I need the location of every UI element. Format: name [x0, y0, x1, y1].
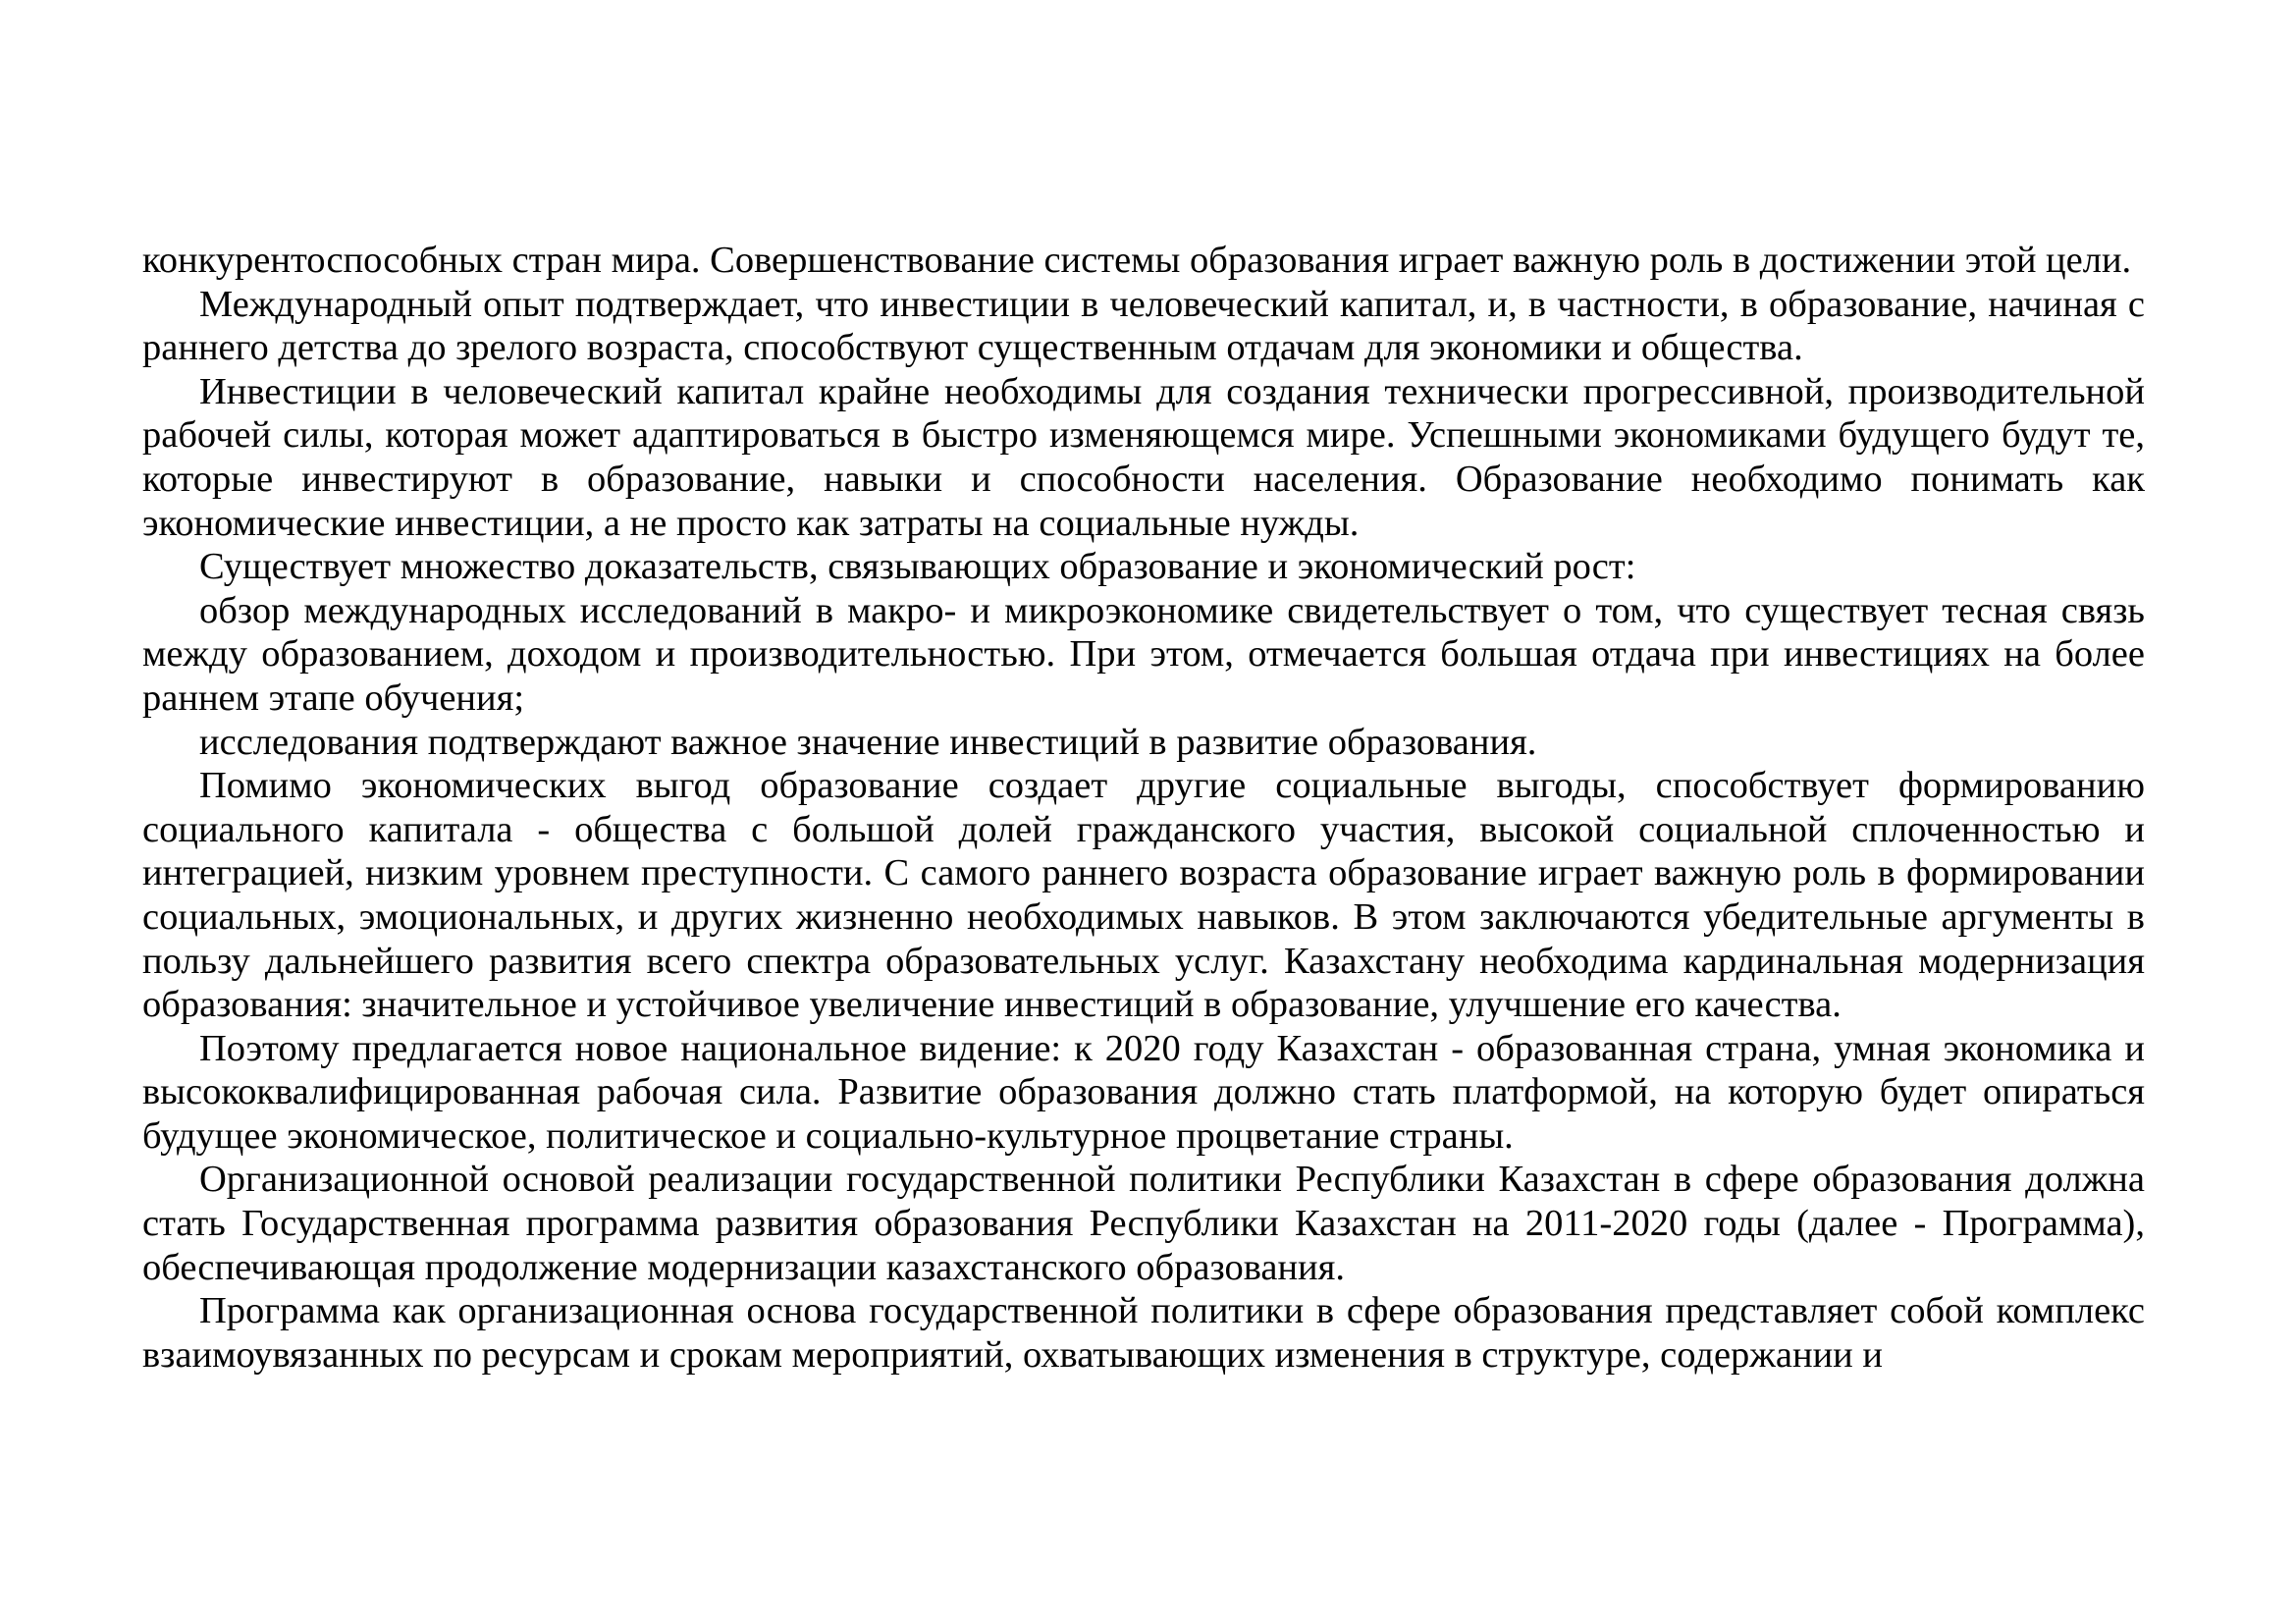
- paragraph: Существует множество доказательств, связывающих образование и экономический рост:: [199, 546, 1636, 588]
- paragraph: Программа как организационная основа государственной политики в сфере образования представляет собой комплекс взаимоувязанных по ресурсам и срокам мероприятий, охватывающих изменения в структуре, содержании и: [142, 1290, 2145, 1376]
- paragraph: Инвестиции в человеческий капитал крайне необходимы для создания технически прогрессивной, производительной рабочей силы, которая может адаптироваться в быстро изменяющемся мире. Успешными экономиками будущего будут те, которые инвестируют в образование, навыки и способности населения. Образование необходимо понимать как экономические инвестиции, а не просто как затраты на социальные нужды.: [142, 370, 2145, 544]
- paragraph: Поэтому предлагается новое национальное видение: к 2020 году Казахстан - образованная страна, умная экономика и высококвалифицированная рабочая сила. Развитие образования должно стать платформой, на которую будет опираться будущее экономическое, политическое и социально-культурное процветание страны.: [142, 1027, 2145, 1157]
- document-text-block: [142, 239, 2145, 1377]
- paragraph: Международный опыт подтверждает, что инвестиции в человеческий капитал, и, в частности, в образование, начиная с раннего детства до зрелого возраста, способствуют существенным отдачам для экономики и общества.: [142, 283, 2145, 369]
- paragraph: Организационной основой реализации государственной политики Республики Казахстан в сфере образования должна стать Государственная программа развития образования Республики Казахстан на 2011-2020 годы (далее - Программа), обеспечивающая продолжение модернизации казахстанского образования.: [142, 1159, 2145, 1288]
- paragraph: Помимо экономических выгод образование создает другие социальные выгоды, способствует формированию социального капитала - общества с большой долей гражданского участия, высокой социальной сплоченностью и интеграцией, низким уровнем преступности. С самого раннего возраста образование играет важную роль в формировании социальных, эмоциональных, и других жизненно необходимых навыков. В этом заключаются убедительные аргументы в пользу дальнейшего развития всего спектра образовательных услуг. Казахстану необходима кардинальная модернизация образования: значительное и устойчивое увеличение инвестиций в образование, улучшение его качества.: [142, 765, 2145, 1026]
- paragraph: конкурентоспособных стран мира. Совершенствование системы образования играет важную роль в достижении этой цели.: [142, 240, 2132, 281]
- paragraph: обзор международных исследований в макро- и микроэкономике свидетельствует о том, что существует тесная связь между образованием, доходом и производительностью. При этом, отмечается большая отдача при инвестициях на более раннем этапе обучения;: [142, 589, 2145, 719]
- paragraph: исследования подтверждают важное значение инвестиций в развитие образования.: [199, 721, 1537, 763]
